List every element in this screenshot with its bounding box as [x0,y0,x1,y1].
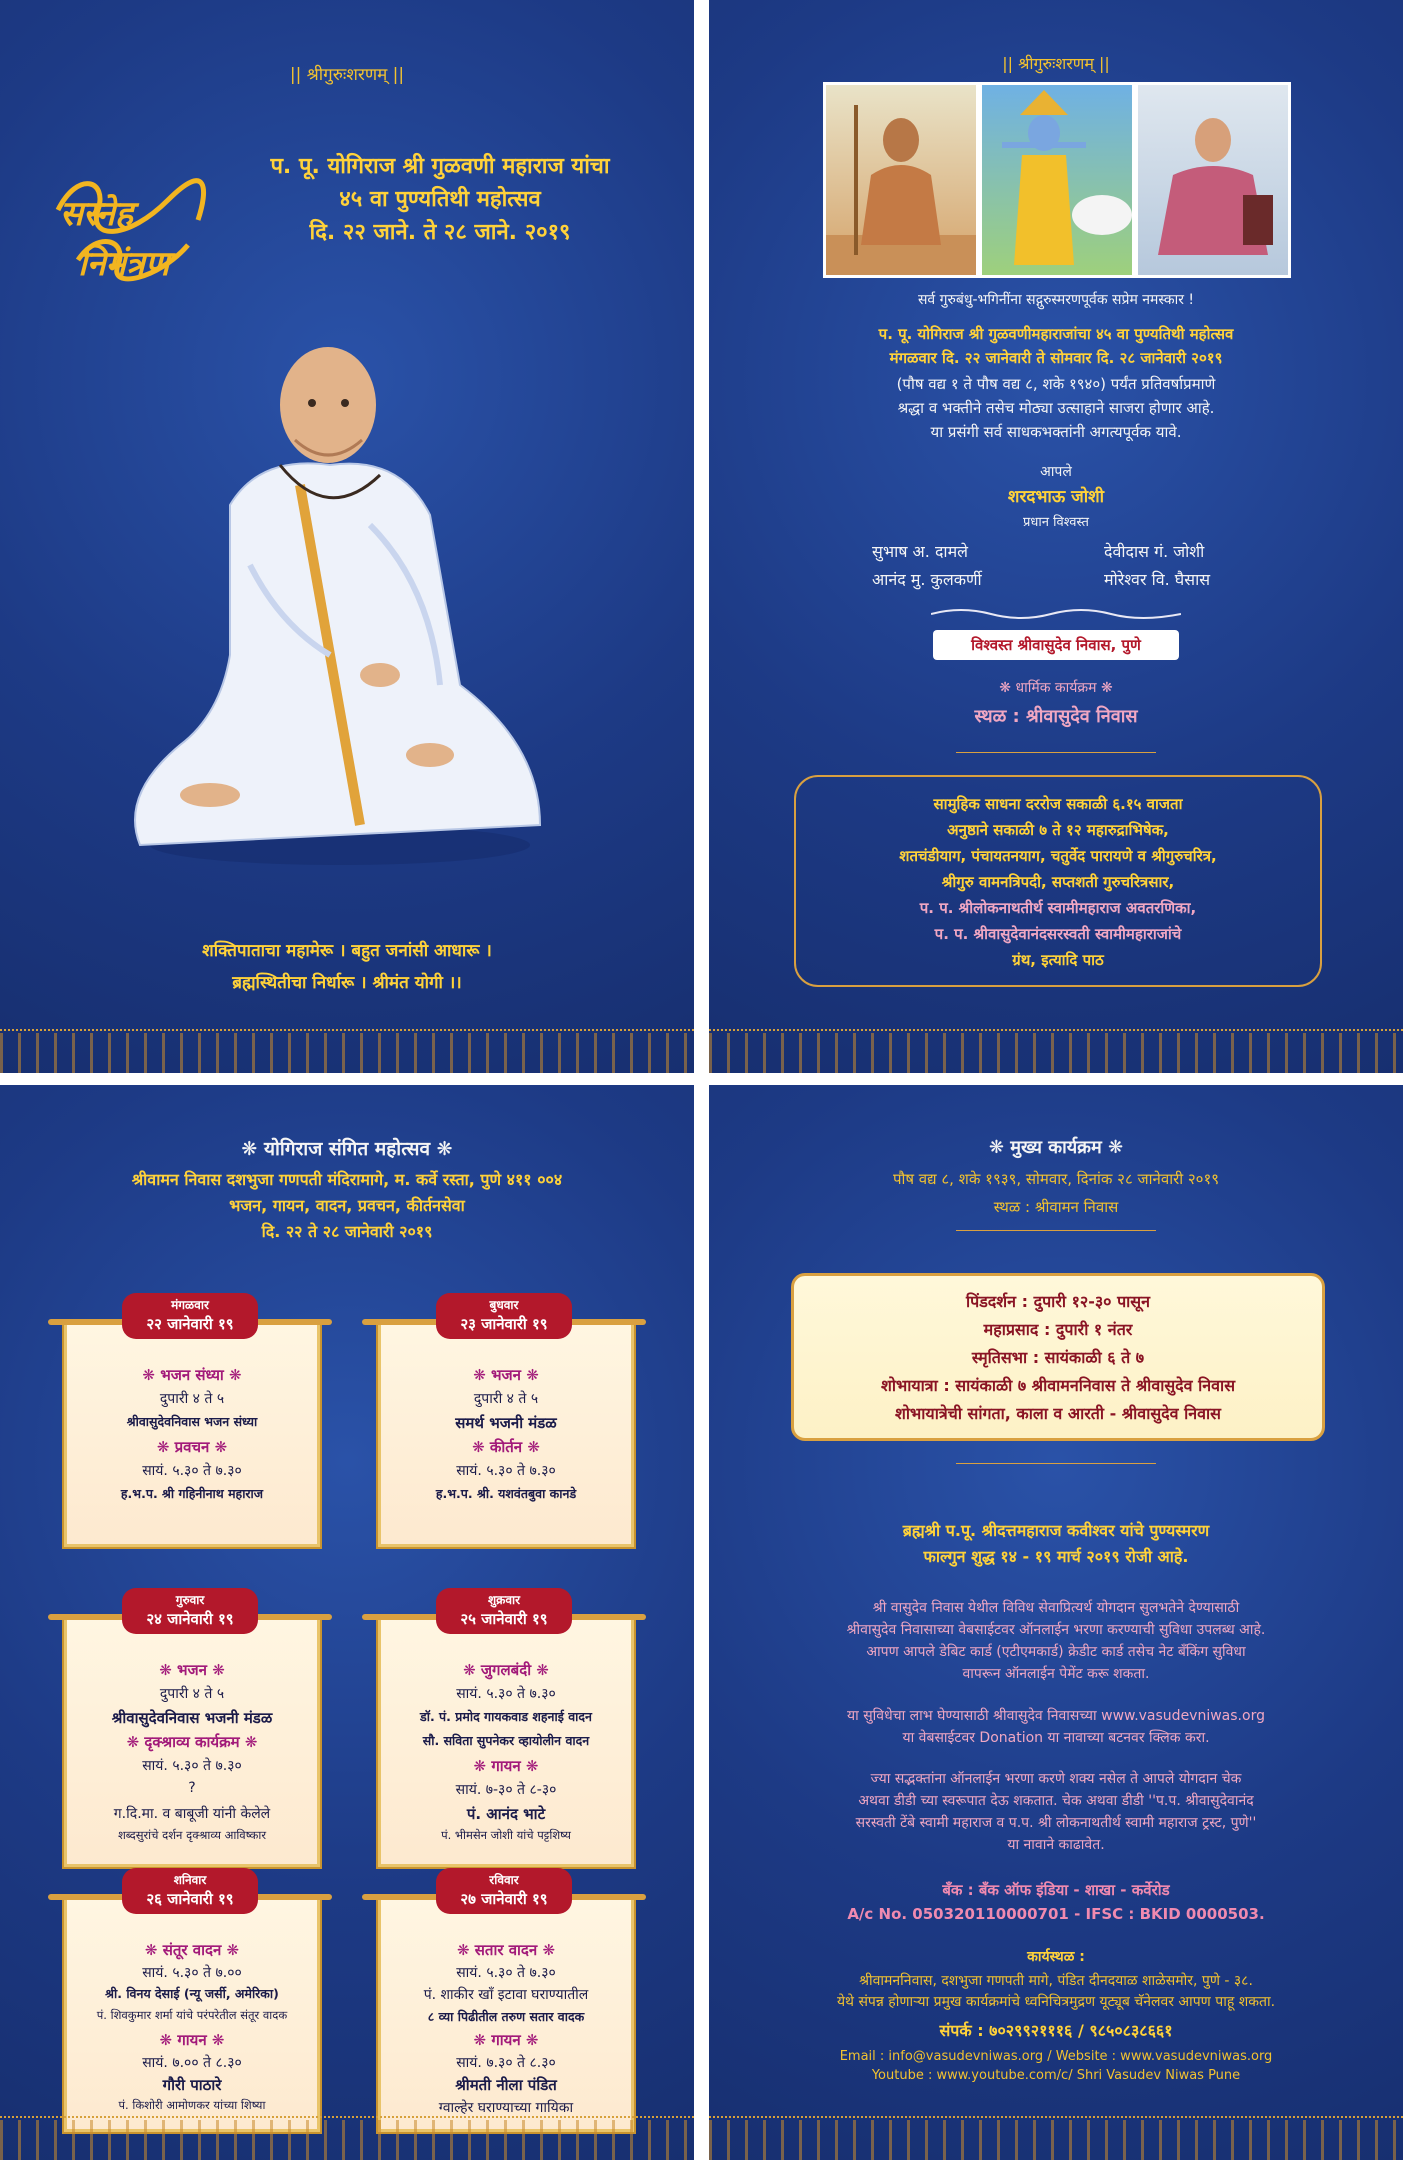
performer-name: गौरी पाठारे [162,2076,222,2094]
program-type-heading: ❋ सतार वादन ❋ [456,1941,556,1959]
program-line: शतचंडीयाग, पंचायतनयाग, चतुर्वेद पारायणे व श्रीगुरुचरित्र, [899,847,1217,865]
title-line: प. पू. योगिराज श्री गुळवणी महाराज यांचा [270,154,610,179]
day-name: बुधवार [489,1298,519,1312]
photo-guru-seated [1135,82,1291,278]
program-line: ग्रंथ, इत्यादि पाठ [1012,951,1104,969]
info-line: श्री वासुदेव निवास येथील विविध सेवाप्रित्यर्थ योगदान सुलभतेने देण्यासाठी [872,1600,1240,1616]
day-date: २२ जानेवारी १९ [146,1315,234,1333]
trustee-name: सुभाष अ. दामले [872,542,968,561]
program-detail: सायं. ५.३० ते ७.०० [142,1964,242,1981]
memorial-line: फाल्गुन शुद्ध १४ - १९ मार्च २०१९ रोजी आहे. [923,1547,1189,1566]
program-type-heading: ❋ कीर्तन ❋ [472,1438,540,1456]
main-program-heading: ❋ मुख्य कार्यक्रम ❋ [988,1137,1124,1158]
performer-name: डॉ. पं. प्रमोद गायकवाड शहनाई वादन [420,1709,592,1724]
body-line: (पौष वद्य १ ते पौष वद्य ८, शके १९४०) पर्यंत प्रतिवर्षाप्रमाणे [896,375,1216,393]
main-schedule-box [791,1273,1325,1441]
day-name: मंगळवार [171,1298,209,1312]
festival-dates: दि. २२ ते २८ जानेवारी २०१९ [261,1222,433,1241]
website-info [709,1705,1403,1749]
trustee-name: आनंद मु. कुलकर्णी [872,570,982,589]
office-info [709,1971,1403,2013]
program-type-heading: ❋ भजन संध्या ❋ [142,1366,242,1384]
program-line: अनुष्ठाने सकाळी ७ ते १२ महारुद्राभिषेक, [947,821,1169,839]
program-type-heading: ❋ प्रवचन ❋ [156,1438,228,1456]
festival-heading: ❋ योगिराज संगित महोत्सव ❋ [241,1138,453,1160]
day-card [376,1894,636,2134]
decorative-border [709,1033,1403,1073]
program-detail: सायं. ७-३० ते ८-३० [455,1782,557,1798]
title-line: दि. २२ जाने. ते २८ जाने. २०१९ [309,220,571,245]
event-body [709,372,1403,444]
invitation-details-panel [709,0,1403,1073]
day-date: २५ जानेवारी १९ [460,1610,548,1628]
info-line: आपण आपले डेबिट कार्ड (एटीएमकार्ड) क्रेडीट कार्ड तसेच नेट बॅंकिंग सुविधा [866,1644,1246,1660]
sasneh-nimantran-logo [48,150,218,290]
info-line: सरस्वती टेंबे स्वामी महाराज व प.प. श्री लोकनाथतीर्थ स्वामी महाराज ट्रस्ट, पुणे'' [855,1815,1257,1831]
office-heading: कार्यस्थळ : [1027,1949,1085,1965]
office-line: श्रीवामननिवास, दशभुजा गणपती मागे, पंडित दीनदयाळ शाळेसमोर, पुणे - ३८. [859,1973,1253,1989]
program-line: प. प. श्रीवासुदेवानंदसरस्वती स्वामीमहाराजांचे [934,925,1182,943]
day-ribbon [122,1868,258,1914]
program-type-heading: ❋ गायन ❋ [473,1757,539,1775]
contact-numbers: संपर्क : ७०२९९२१११६ / ९८५०८३८६६१ [939,2021,1173,2040]
info-line: ज्या सद्भक्तांना ऑनलाईन भरणा करणे शक्य नसेल ते आपले योगदान चेक [870,1771,1242,1787]
event-line: मंगळवार दि. २२ जानेवारी ते सोमवार दि. २८ जानेवारी २०१९ [889,349,1223,367]
main-schedule-list [794,1288,1322,1428]
info-line: या नावाने काढावेत. [1007,1837,1105,1853]
account-line: A/c No. 050320110000701 - IFSC : BKID 0000503. [847,1905,1265,1923]
chief-trustee-name: शरदभाऊ जोशी [1007,487,1105,507]
performer-name: श्रीवासुदेवनिवास भजनी मंडळ [111,1709,273,1727]
festival-address: श्रीवामन निवास दशभुजा गणपती मंदिरामागे, म. कर्वे रस्ता, पुणे ४११ ००४ [131,1170,563,1189]
music-festival-panel [0,1085,694,2160]
program-line: श्रीगुरु वामनत्रिपदी, सप्तशती गुरुचरित्रसार, [941,873,1175,891]
trustee-name: देवीदास गं. जोशी [1104,542,1205,561]
panel1-verse [0,935,694,999]
day-name: गुरुवार [175,1593,205,1607]
memorial-notice [709,1518,1403,1570]
divider-ornament [956,1463,1156,1478]
decorative-border [0,1033,694,1073]
day-ribbon [436,1293,572,1339]
program-type-heading: ❋ भजन ❋ [473,1366,539,1384]
program-detail: ? [188,1780,196,1796]
day-ribbon [122,1588,258,1634]
email-website-line[interactable]: Email : info@vasudevniwas.org / Website : www.vasudevniwas.org [839,2049,1273,2064]
info-line: या सुविधेचा लाभ घेण्यासाठी श्रीवासुदेव निवासच्या www.vasudevniwas.org [847,1708,1265,1724]
performer-name: ह.भ.प. श्री. यशवंतबुवा कानडे [435,1486,577,1501]
program-detail: सायं. ५.३० ते ७.३० [142,1463,242,1479]
program-detail: सायं. ५.३० ते ७.३० [456,1686,556,1702]
photo-swami [823,82,979,278]
day-card [376,1614,636,1869]
day-date: २६ जानेवारी १९ [146,1890,234,1908]
day-name: रविवार [489,1873,519,1887]
bank-details [709,1878,1403,1926]
trust-badge: विश्वस्त श्रीवासुदेव निवास, पुणे [933,630,1179,660]
program-detail: सायं. ५.३० ते ७.३० [142,1758,242,1774]
program-type-heading: ❋ गायन ❋ [473,2031,539,2049]
info-line: अथवा डीडी च्या स्वरूपात देऊ शकतात. चेक अथवा डीडी ''प.प. श्रीवासुदेवानंद [858,1793,1254,1809]
body-line: श्रद्धा व भक्तीने तसेच मोठ्या उत्साहाने साजरा होणार आहे. [897,399,1215,417]
performer-name: श्रीमती नीला पंडित [455,2076,557,2094]
chief-trustee-title: प्रधान विश्वस्त [1023,515,1089,530]
svg-text:सस्नेह: सस्नेह [60,194,133,234]
program-type-heading: ❋ भजन ❋ [159,1661,225,1679]
panel1-header: || श्रीगुरुःशरणम् || [289,65,405,85]
program-type-heading: ❋ दृक्श्राव्य कार्यक्रम ❋ [126,1733,258,1751]
invitation-cover-panel [0,0,694,1073]
event-line: प. पू. योगिराज श्री गुळवणीमहाराजांचा ४५ वा पुण्यतिथी महोत्सव [878,325,1234,343]
day-ribbon [436,1868,572,1914]
flourish-ornament-icon [931,606,1181,622]
verse-line: शक्तिपाताचा महामेरू । बहुत जनांसी आधारू । [202,941,492,961]
performer-name: ह.भ.प. श्री गहिनीनाथ महाराज [120,1486,264,1501]
day-card [62,1614,322,1869]
online-links [709,2047,1403,2085]
performer-name: श्रीवासुदेवनिवास भजन संध्या [126,1414,258,1429]
program-venue: स्थळ : श्रीवासुदेव निवास [974,706,1138,727]
day-name: शनिवार [173,1873,207,1887]
body-line: या प्रसंगी सर्व साधकभक्तांनी अगत्यपूर्वक यावे. [930,423,1182,441]
program-detail: ग्वाल्हेर घराण्याच्या गायिका [438,2099,574,2116]
performer-name: श्री. विनय देसाई (न्यू जर्सी, अमेरिका) [105,1986,279,2001]
program-detail: पं. शाकीर खाँ इटावा घराण्यातील [423,1987,589,2003]
panel2-header: || श्रीगुरुःशरणम् || [1002,54,1110,73]
program-box [794,775,1322,987]
program-type-heading: ❋ जुगलबंदी ❋ [463,1661,549,1679]
decorative-border [709,2120,1403,2160]
divider-ornament [956,752,1156,767]
main-program-panel [709,1085,1403,2160]
cheque-info [709,1768,1403,1856]
yours-label: आपले [1040,464,1072,480]
program-detail: सायं. ५.३० ते ७.३० [456,1463,556,1479]
trustees-right [1104,538,1210,594]
online-payment-info [709,1597,1403,1685]
trustees-left [872,538,982,594]
day-card [62,1319,322,1549]
program-detail: सायं. ७.३० ते ८.३० [456,2054,556,2071]
decorative-border [0,2120,694,2160]
program-detail: दुपारी ४ ते ५ [159,1391,225,1407]
program-detail: ग.दि.मा. व बाबूजी यांनी केलेले [113,1806,271,1822]
festival-activities: भजन, गायन, वादन, प्रवचन, कीर्तनसेवा [229,1196,465,1215]
day-ribbon [436,1588,572,1634]
program-type-heading: ❋ गायन ❋ [159,2031,225,2049]
performer-name: पं. आनंद भाटे [466,1805,546,1823]
program-detail: सायं. ५.३० ते ७.३० [456,1964,556,1981]
program-detail: पं. किशोरी आमोणकर यांच्या शिष्या [118,2097,266,2112]
schedule-line: शोभायात्रेची सांगता, काला व आरती - श्रीवासुदेव निवास [895,1404,1221,1423]
day-card [376,1319,636,1549]
trustee-name: मोरेश्वर वि. घैसास [1104,570,1211,589]
bank-line: बँक : बँक ऑफ इंडिया - शाखा - कर्वेरोड [942,1881,1170,1899]
program-detail: शब्दसुरांचे दर्शन दृक्श्राव्य आविष्कार [117,1828,267,1842]
schedule-line: पिंडदर्शन : दुपारी १२-३० पासून [966,1292,1150,1311]
day-date: २७ जानेवारी १९ [460,1890,548,1908]
program-detail: सायं. ७.०० ते ८.३० [142,2054,242,2071]
main-program-venue: स्थळ : श्रीवामन निवास [993,1198,1119,1216]
performer-name: सौ. सविता सुपनेकर व्हायोलीन वादन [422,1733,590,1748]
program-list [796,791,1320,973]
program-heading: ❋ धार्मिक कार्यक्रम ❋ [999,680,1113,696]
program-detail: पं. भीमसेन जोशी यांचे पट्टशिष्य [441,1828,571,1842]
youtube-line[interactable]: Youtube : www.youtube.com/c/ Shri Vasudev Niwas Pune [871,2068,1241,2083]
day-card [62,1894,322,2134]
program-detail: दुपारी ४ ते ५ [473,1391,539,1407]
festival-info [0,1167,694,1245]
performer-name: समर्थ भजनी मंडळ [455,1414,557,1432]
main-program-date: पौष वद्य ८, शके १९३९, सोमवार, दिनांक २८ जानेवारी २०१९ [892,1170,1220,1188]
title-line: ४५ वा पुण्यतिथी महोत्सव [339,187,541,212]
schedule-line: महाप्रसाद : दुपारी १ नंतर [983,1320,1133,1339]
program-line: प. प. श्रीलोकनाथतीर्थ स्वामीमहाराज अवतरणिका, [919,899,1197,917]
photo-dattatreya [979,82,1135,278]
schedule-line: स्मृतिसभा : सायंकाळी ६ ते ७ [971,1348,1145,1367]
schedule-line: शोभायात्रा : सायंकाळी ७ श्रीवामननिवास ते श्रीवासुदेव निवास [880,1376,1236,1395]
program-detail: पं. शिवकुमार शर्मा यांचे परंपरेतील संतूर वादक [96,2007,288,2022]
event-announcement [709,322,1403,370]
day-date: २४ जानेवारी १९ [146,1610,234,1628]
program-type-heading: ❋ संतूर वादन ❋ [144,1941,240,1959]
info-line: या वेबसाईटवर Donation या नावाच्या बटनवर क्लिक करा. [902,1730,1210,1746]
guru-portrait [100,325,580,885]
memorial-line: ब्रह्मश्री प.पू. श्रीदत्तमहाराज कवीश्वर यांचे पुण्यस्मरण [902,1521,1210,1540]
divider-ornament [956,1230,1156,1245]
program-detail: दुपारी ४ ते ५ [159,1686,225,1702]
panel1-title [220,150,660,249]
day-date: २३ जानेवारी १९ [460,1315,548,1333]
day-ribbon [122,1293,258,1339]
office-line: येथे संपन्न होणाऱ्या प्रमुख कार्यक्रमांचे ध्वनिचित्रमुद्रण यूट्यूब चॅनेलवर आपण पाहू शकता. [836,1994,1276,2010]
performer-name: ८ व्या पिढीतील तरुण सतार वादक [427,2008,585,2024]
greeting: सर्व गुरुबंधु-भगिनींना सद्गुरुस्मरणपूर्वक सप्रेम नमस्कार ! [917,292,1195,308]
info-line: श्रीवासुदेव निवासाच्या वेबसाईटवर ऑनलाईन भरणा करण्याची सुविधा उपलब्ध आहे. [846,1622,1266,1638]
logo-calligraphy-icon [48,150,218,290]
program-line: सामुहिक साधना दररोज सकाळी ६.१५ वाजता [933,795,1183,813]
verse-line: ब्रह्मस्थितीचा निर्धारू । श्रीमंत योगी ।। [232,973,462,993]
svg-text:निमंत्रण: निमंत्रण [78,244,170,284]
info-line: वापरून ऑनलाईन पेमेंट करू शकता. [962,1666,1150,1682]
day-name: शुक्रवार [487,1593,521,1607]
